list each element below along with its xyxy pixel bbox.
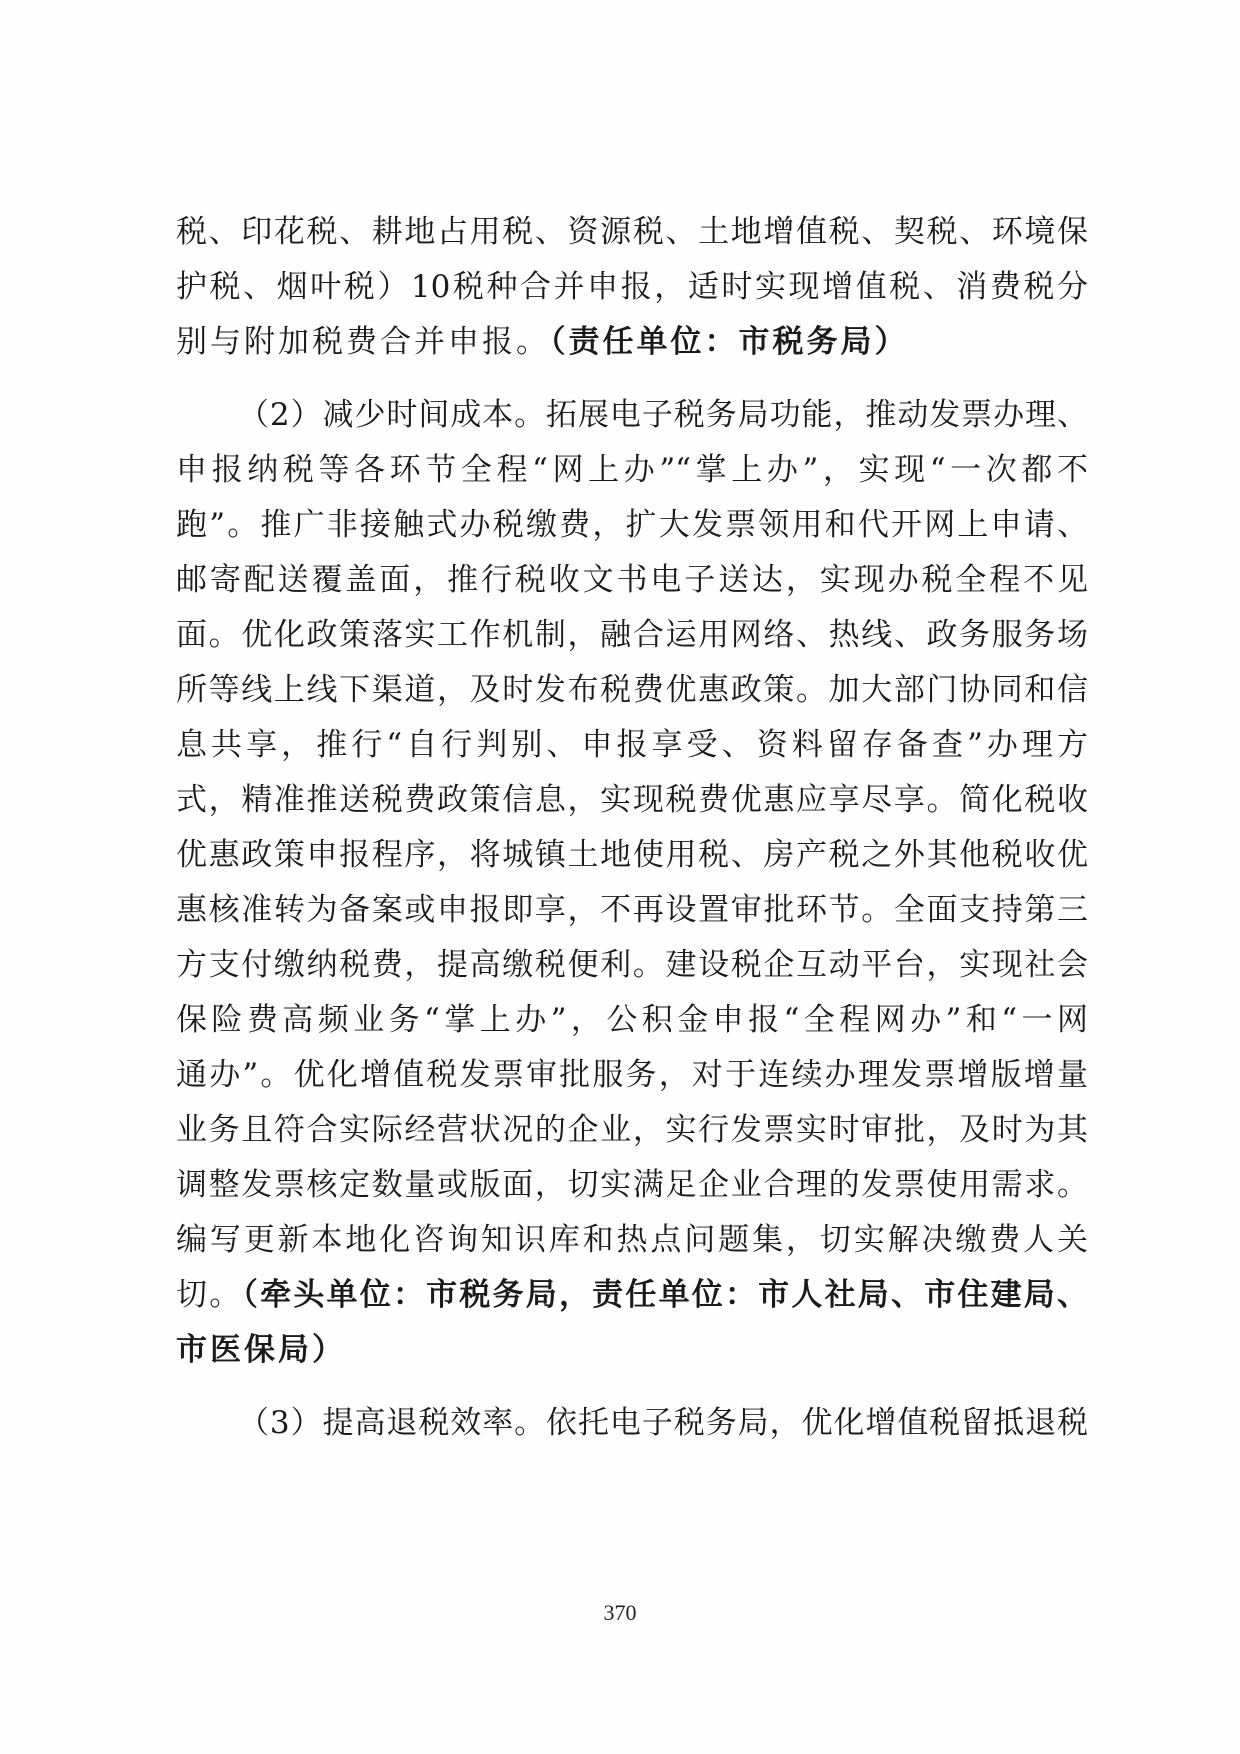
text-line: 所等线上线下渠道，及时发布税费优惠政策。加大部门协同和信 xyxy=(176,672,1088,708)
text-line: 申报纳税等各环节全程“网上办”“掌上办”，实现“一次都不 xyxy=(176,452,1088,488)
text-line: 业务且符合实际经营状况的企业，实行发票实时审批，及时为其 xyxy=(176,1112,1088,1148)
text-line xyxy=(176,1268,1088,1323)
paragraph-heading-line: （2）减少时间成本。拓展电子税务局功能，推动发票办理、 xyxy=(238,397,1088,433)
text-line: 编写更新本地化咨询知识库和热点问题集，切实解决缴费人关 xyxy=(176,1222,1088,1258)
text-line: 跑”。推广非接触式办税缴费，扩大发票领用和代开网上申请、 xyxy=(176,507,1088,543)
text-line: 调整发票核定数量或版面，切实满足企业合理的发票使用需求。 xyxy=(176,1167,1088,1203)
lead-unit-note: （牵头单位：市税务局，责任单位：市人社局、市住建局、 xyxy=(242,1277,1089,1313)
text-line: 方支付缴纳税费，提高缴税便利。建设税企互动平台，实现社会 xyxy=(176,947,1088,983)
text-line: 优惠政策申报程序，将城镇土地使用税、房产税之外其他税收优 xyxy=(176,837,1088,873)
text-run: 切。 xyxy=(176,1277,243,1313)
text-line: 式，精准推送税费政策信息，实现税费优惠应享尽享。简化税收 xyxy=(176,782,1088,818)
text-line: 税、印花税、耕地占用税、资源税、土地增值税、契税、环境保 xyxy=(176,214,1088,250)
text-line: 通办”。优化增值税发票审批服务，对于连续办理发票增版增量 xyxy=(176,1057,1088,1093)
text-run: 别与附加税费合并申报。 xyxy=(176,324,550,360)
responsible-unit-note: （责任单位：市税务局） xyxy=(550,324,909,360)
text-line: 市医保局） xyxy=(176,1332,346,1368)
page-number: 370 xyxy=(603,1600,637,1625)
paragraph-heading-line: （3）提高退税效率。依托电子税务局，优化增值税留抵退税 xyxy=(238,1405,1088,1441)
text-line: 护税、烟叶税）10税种合并申报，适时实现增值税、消费税分 xyxy=(176,269,1088,305)
text-line: 面。优化政策落实工作机制，融合运用网络、热线、政务服务场 xyxy=(176,617,1088,653)
text-line xyxy=(176,315,1088,370)
text-line: 保险费高频业务“掌上办”，公积金申报“全程网办”和“一网 xyxy=(176,1002,1088,1038)
text-line: 惠核准转为备案或申报即享，不再设置审批环节。全面支持第三 xyxy=(176,892,1088,928)
body-text xyxy=(176,205,1088,1451)
text-line: 邮寄配送覆盖面，推行税收文书电子送达，实现办税全程不见 xyxy=(176,562,1088,598)
text-line: 息共享，推行“自行判别、申报享受、资料留存备查”办理方 xyxy=(176,727,1088,763)
